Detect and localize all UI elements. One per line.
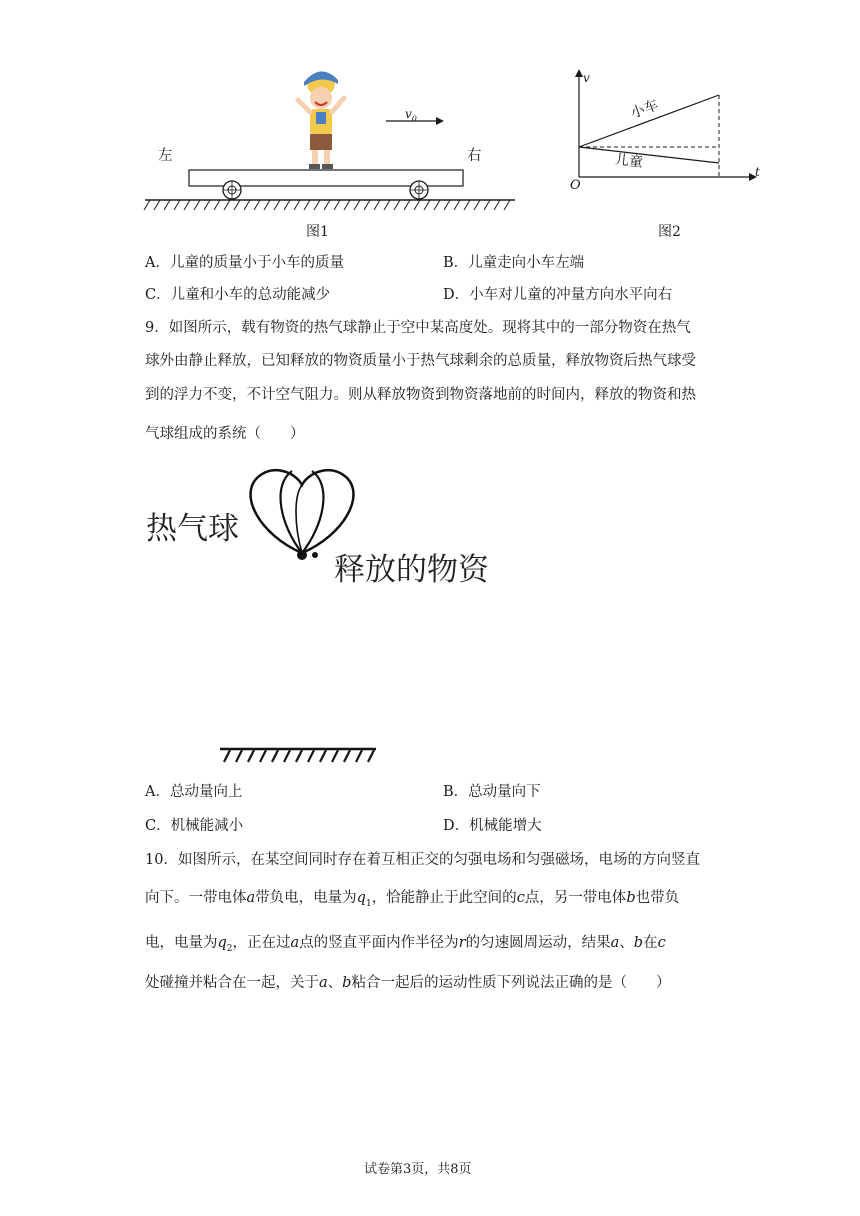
cart-wheel-left — [223, 181, 241, 199]
t-axis-label: t — [755, 165, 760, 179]
child-line-label: 儿童 — [614, 151, 644, 171]
q9-line-3: 到的浮力不变，不计空气阻力。则从释放物资到物资落地前的时间内，释放的物资和热 — [145, 387, 696, 403]
balloon-label: 热气球 — [146, 511, 239, 547]
child-line — [579, 147, 719, 163]
q9-option-a: A．总动量向上 — [145, 784, 243, 800]
q9-option-c: C．机械能减小 — [145, 818, 244, 834]
q10-line-2: 向下。一带电体a带负电，电量为$q_1$，恰能静止于此空间的c点，另一带电体b也带负 — [145, 890, 680, 909]
ground-hatch — [218, 746, 378, 766]
fig1-left-label: 左 — [158, 148, 173, 164]
q9-line-4: 气球组成的系统（ ） — [145, 426, 305, 442]
v-axis-label: v — [583, 71, 590, 85]
fig1-right-label: 右 — [467, 148, 482, 164]
fig2-caption: 图2 — [658, 224, 681, 240]
q9-option-b: B．总动量向下 — [443, 784, 541, 800]
car-line-label: 小车 — [628, 97, 661, 122]
q9-line-2: 球外由静止释放，已知释放的物资质量小于热气球剩余的总质量，释放物资后热气球受 — [145, 353, 696, 369]
figure-2 — [565, 65, 765, 195]
cart-wheel-right — [410, 181, 428, 199]
q9-line-1: 9．如图所示，载有物资的热气球静止于空中某高度处。现将其中的一部分物资在热气 — [145, 320, 691, 336]
q8-option-c: C．儿童和小车的总动能减少 — [145, 287, 331, 303]
q8-option-d: D．小车对儿童的冲量方向水平向右 — [443, 287, 673, 303]
q8-option-a: A．儿童的质量小于小车的质量 — [145, 255, 344, 271]
ground-hatching — [144, 200, 510, 210]
cart-diagram — [140, 60, 530, 220]
child-figure — [298, 71, 344, 169]
q10-line-4: 处碰撞并粘合在一起，关于a、b粘合一起后的运动性质下列说法正确的是（ ） — [145, 975, 671, 991]
q10-line-1: 10．如图所示，在某空间同时存在着互相正交的匀强电场和匀强磁场，电场的方向竖直 — [145, 852, 700, 868]
fig1-caption: 图1 — [306, 224, 329, 240]
cargo-label: 释放的物资 — [334, 552, 489, 588]
balloon-ground — [218, 746, 378, 766]
q8-option-b: B．儿童走向小车左端 — [443, 255, 585, 271]
page-footer: 试卷第3页，共8页 — [364, 1162, 472, 1177]
velocity-time-graph — [565, 65, 765, 195]
q9-option-d: D．机械能增大 — [443, 818, 542, 834]
origin-label: O — [570, 178, 581, 193]
q10-line-3: 电，电量为$q_2$，正在过a点的竖直平面内作半径为r的匀速圆周运动，结果a、b在c — [145, 935, 666, 954]
velocity-label: $v_0$ — [405, 107, 417, 124]
